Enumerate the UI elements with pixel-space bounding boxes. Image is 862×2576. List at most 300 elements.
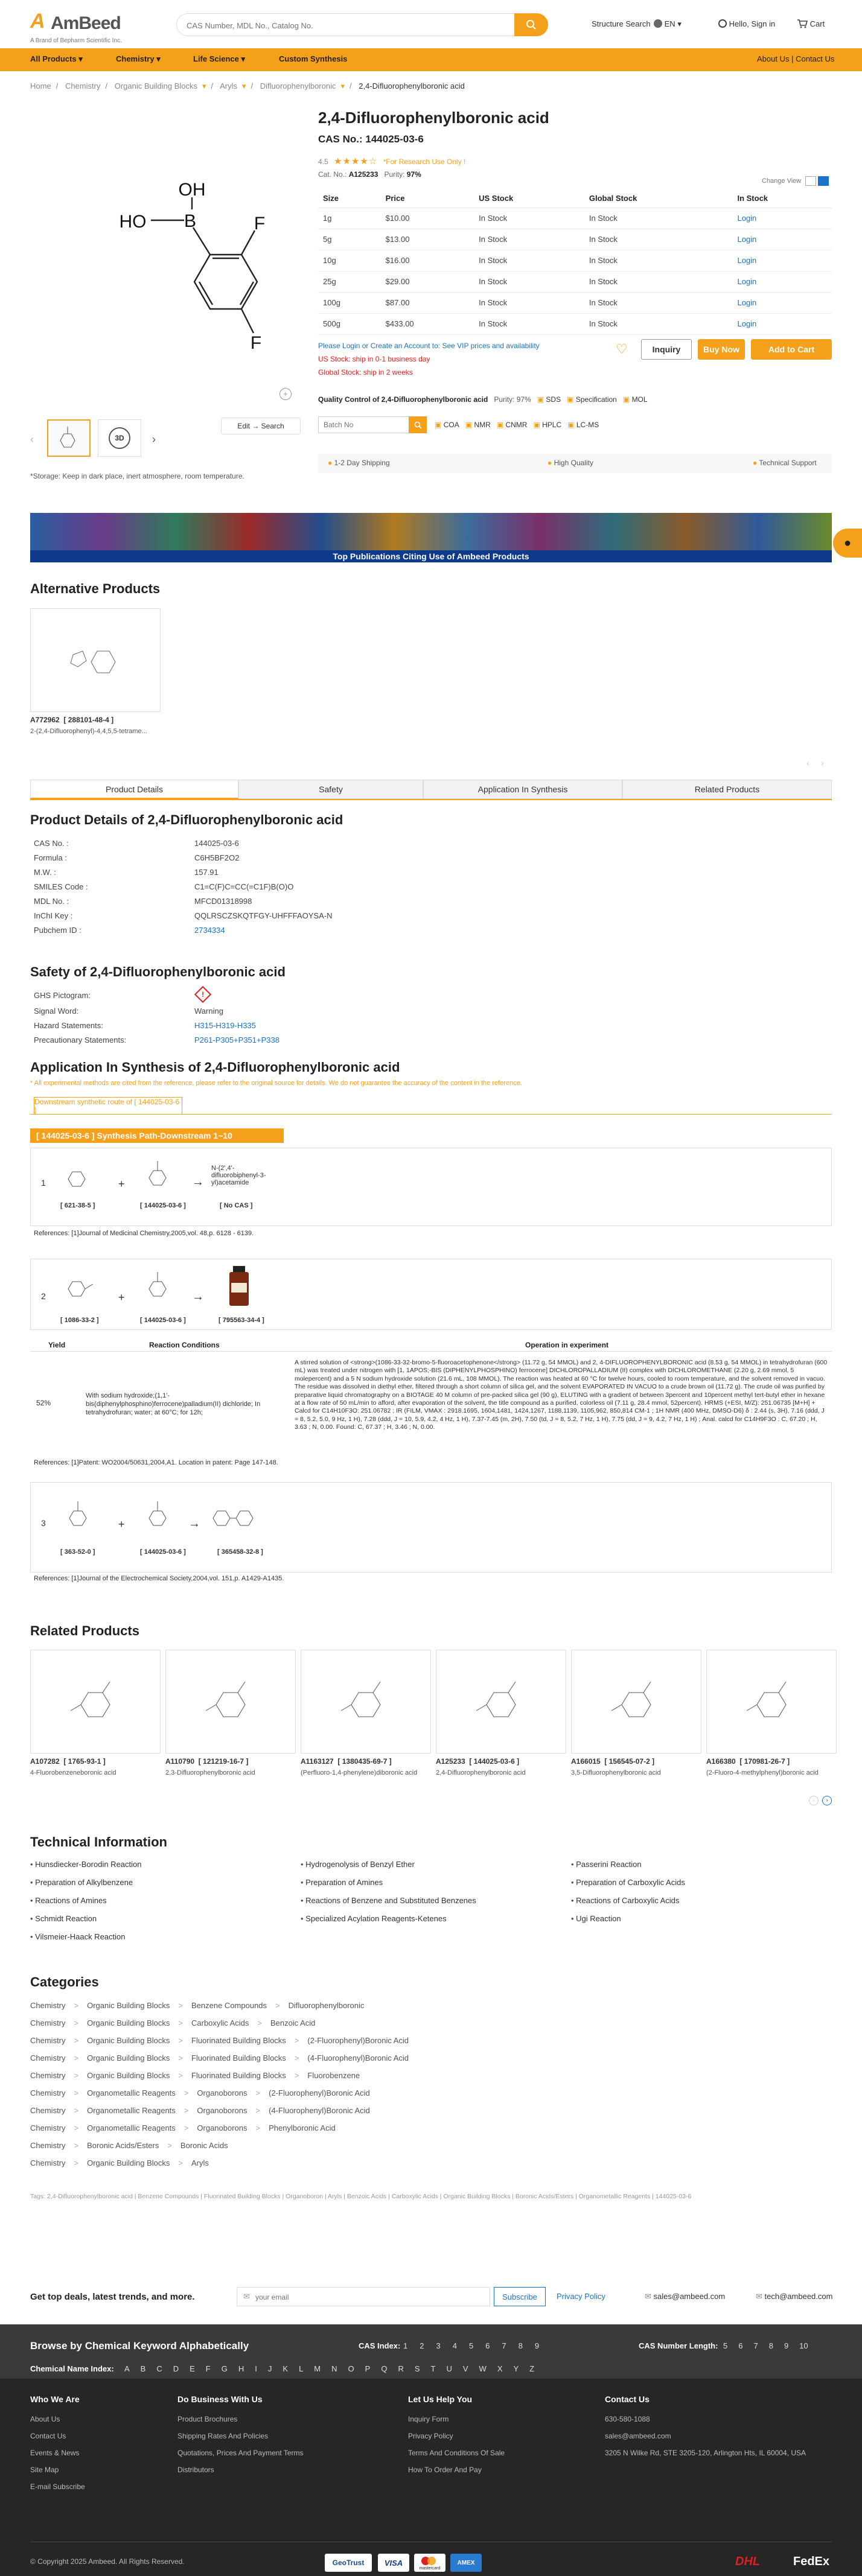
tech-info-link[interactable]: • Hydrogenolysis of Benzyl Ether (301, 1860, 415, 1869)
molecule-oh: OH (178, 180, 206, 200)
newsletter-field (237, 2287, 490, 2306)
chevron-right-icon: > (257, 2018, 262, 2027)
category-link[interactable]: Organoborons (197, 2106, 247, 2115)
thumb-next-arrow[interactable]: › (152, 433, 156, 445)
cas-length-link[interactable]: 5 (723, 2341, 728, 2350)
footer-column-title: Let Us Help You (408, 2394, 473, 2404)
reactant-image[interactable] (58, 1496, 100, 1533)
category-path (30, 2018, 324, 2027)
category-link[interactable]: Boronic Acids (180, 2141, 228, 2150)
footer-link[interactable]: Privacy Policy (408, 2432, 453, 2440)
geotrust-badge: GeoTrust (325, 2554, 372, 2572)
newsletter-title: Get top deals, latest trends, and more. (30, 2292, 195, 2302)
ghs-exclamation-icon: ! (194, 986, 211, 1003)
login-link[interactable]: Login (732, 208, 832, 229)
chat-icon[interactable]: ● (833, 529, 862, 558)
edit-search-button[interactable]: Edit → Search (221, 418, 301, 434)
footer-link[interactable]: 3205 N Wilke Rd, STE 3205-120, Arlington Hts, IL 60004, USA (605, 2449, 806, 2457)
category-link[interactable]: Chemistry (30, 2106, 66, 2115)
letter-link[interactable]: J (267, 2364, 272, 2373)
category-link[interactable]: Chemistry (30, 2001, 66, 2010)
zoom-icon[interactable]: + (279, 388, 292, 400)
chevron-right-icon: > (178, 2036, 183, 2045)
spec-link[interactable]: ▣ Specification (567, 395, 617, 404)
tech-info-link[interactable]: • Ugi Reaction (571, 1914, 621, 1923)
category-link[interactable]: Organic Building Blocks (87, 2158, 170, 2167)
dhl-logo: DHL (735, 2555, 761, 2568)
cas-length-link[interactable]: 9 (784, 2341, 789, 2350)
letter-link[interactable]: I (255, 2364, 257, 2373)
letter-index (124, 2364, 545, 2373)
cas-length-link[interactable]: 10 (799, 2341, 808, 2350)
letter-link[interactable]: S (414, 2364, 420, 2373)
chevron-right-icon: > (74, 2071, 79, 2080)
footer-link[interactable]: Terms And Conditions Of Sale (408, 2449, 505, 2457)
cas-index-link[interactable]: 6 (485, 2341, 490, 2350)
tech-info-link[interactable]: • Hunsdiecker-Borodin Reaction (30, 1860, 142, 1869)
buy-now-button[interactable]: Buy Now (698, 339, 745, 360)
chevron-right-icon: > (178, 2071, 183, 2080)
language-label: EN (664, 19, 675, 28)
category-path (30, 2071, 368, 2080)
breadcrumb-chemistry[interactable]: Chemistry (65, 81, 101, 91)
cas-index-link[interactable]: 4 (452, 2341, 457, 2350)
related-product-id[interactable]: A107282 [ 1765-93-1 ] (30, 1757, 106, 1766)
language-selector[interactable] (654, 19, 682, 29)
chevron-right-icon: > (74, 2123, 79, 2132)
category-link[interactable]: Difluorophenylboronic (288, 2001, 365, 2010)
reactant-cas[interactable]: [ 144025-03-6 ] (140, 1548, 186, 1556)
cart-icon (797, 19, 808, 28)
copyright: © Copyright 2025 Ambeed. All Rights Reserved. (30, 2557, 185, 2566)
category-link[interactable]: Chemistry (30, 2141, 66, 2150)
arrow-icon: → (188, 1517, 200, 1530)
category-link[interactable]: Aryls (191, 2158, 209, 2167)
pubchem-link[interactable]: 2734334 (194, 926, 225, 935)
letter-link[interactable]: B (140, 2364, 146, 2373)
category-link[interactable]: Chemistry (30, 2158, 66, 2167)
reactant-image[interactable] (59, 1270, 98, 1302)
list-view-icon[interactable] (818, 176, 829, 186)
reactant-image[interactable] (138, 1156, 180, 1192)
route-tab[interactable]: Downstream synthetic route of [ 144025-03-6 ] (34, 1097, 182, 1114)
amex-badge: AMEX (450, 2554, 482, 2572)
related-product-name: (Perfluoro-1,4-phenylene)diboronic acid (301, 1769, 418, 1776)
lcms-link[interactable]: ▣ LC-MS (567, 421, 599, 429)
login-link[interactable]: Login (732, 250, 832, 271)
search-box (176, 13, 548, 36)
footer-link[interactable]: Distributors (177, 2466, 214, 2474)
alt-prev-arrow[interactable]: ‹ (806, 758, 809, 768)
product-cas[interactable]: [ No CAS ] (220, 1202, 253, 1209)
structure-search-link[interactable]: Structure Search (592, 19, 651, 28)
storage-note: *Storage: Keep in dark place, inert atmosphere, room temperature. (30, 472, 244, 480)
nav-about-contact[interactable]: About Us | Contact Us (757, 54, 835, 63)
chevron-right-icon: > (74, 2001, 79, 2010)
category-link[interactable]: (4-Fluorophenyl)Boronic Acid (269, 2106, 370, 2115)
category-link[interactable]: Chemistry (30, 2071, 66, 2080)
cnmr-link[interactable]: ▣ CNMR (496, 421, 528, 429)
chevron-right-icon: > (74, 2036, 79, 2045)
detail-value: QQLRSCZSKQTFGY-UHFFFAOYSA-N (194, 911, 333, 920)
3d-icon: 3D (109, 427, 130, 449)
letter-link[interactable]: F (205, 2364, 211, 2373)
chevron-right-icon: > (74, 2141, 79, 2150)
safety-title: Safety of 2,4-Difluorophenylboronic acid (30, 964, 286, 979)
search-input[interactable] (187, 19, 488, 32)
mail-icon: ✉ (756, 2292, 762, 2301)
synthesis-title: Application In Synthesis of 2,4-Difluorophenylboronic acid (30, 1060, 400, 1075)
tab-application[interactable]: Application In Synthesis (423, 780, 622, 799)
plus-sign: + (118, 1518, 125, 1530)
search-button[interactable] (514, 13, 548, 36)
cas-index-link[interactable]: 8 (518, 2341, 523, 2350)
logo[interactable] (30, 7, 157, 45)
reactant-cas[interactable]: [ 621-38-5 ] (60, 1202, 95, 1209)
cas-index-link[interactable]: 3 (436, 2341, 441, 2350)
chevron-right-icon: > (184, 2088, 189, 2097)
tech-info-link[interactable]: • Reactions of Benzene and Substituted Benzenes (301, 1896, 476, 1905)
thumb-structure[interactable] (47, 419, 91, 457)
chevron-right-icon: > (74, 2018, 79, 2027)
tech-info-link[interactable]: • Schmidt Reaction (30, 1914, 97, 1923)
category-link[interactable]: (2-Fluorophenyl)Boronic Acid (307, 2036, 409, 2045)
login-note[interactable]: Please Login or Create an Account to: See VIP prices and availability (318, 342, 540, 350)
related-prev-arrow[interactable]: ‹ (809, 1796, 819, 1805)
nav-all-products[interactable]: All Products ▾ (30, 54, 83, 63)
chevron-right-icon: > (178, 2158, 183, 2167)
cas-index-label: CAS Index: (359, 2341, 401, 2350)
rating-value: 4.5 (318, 157, 328, 166)
category-link[interactable]: Chemistry (30, 2036, 66, 2045)
size-price-table (318, 189, 832, 335)
letter-link[interactable]: U (446, 2364, 452, 2373)
login-link[interactable]: Login (732, 313, 832, 334)
arrow-icon: → (192, 1175, 204, 1189)
category-link[interactable]: Organoborons (197, 2088, 247, 2097)
category-link[interactable]: Organic Building Blocks (87, 2001, 170, 2010)
product-image[interactable] (205, 1496, 266, 1533)
category-path (30, 2088, 378, 2097)
molecule-image (707, 1650, 836, 1753)
cas-index-link[interactable]: 2 (420, 2341, 424, 2350)
chevron-right-icon: > (178, 2001, 183, 2010)
detail-label: CAS No. : (34, 839, 69, 848)
inquiry-button[interactable]: Inquiry (641, 339, 692, 360)
tech-info-link[interactable]: • Preparation of Carboxylic Acids (571, 1878, 685, 1887)
footer-link[interactable]: Shipping Rates And Policies (177, 2432, 269, 2440)
alt-molecule-image (31, 609, 160, 711)
letter-link[interactable]: A (124, 2364, 130, 2373)
related-product-card[interactable] (30, 1650, 161, 1754)
cas-length-link[interactable]: 7 (753, 2341, 758, 2350)
reactant-image[interactable] (138, 1267, 180, 1303)
tech-info-link[interactable]: • Preparation of Amines (301, 1878, 383, 1887)
related-product-card[interactable] (571, 1650, 701, 1754)
batch-input[interactable] (324, 419, 402, 430)
footer-link[interactable]: Quotations, Prices And Payment Terms (177, 2449, 304, 2457)
reactant-cas[interactable]: [ 363-52-0 ] (60, 1548, 95, 1556)
chevron-right-icon: > (167, 2141, 172, 2150)
related-product-card[interactable] (706, 1650, 837, 1754)
letter-link[interactable]: W (479, 2364, 487, 2373)
category-link[interactable]: Organometallic Reagents (87, 2123, 176, 2132)
precaution-link[interactable]: P261-P305+P351+P338 (194, 1035, 279, 1045)
reactant-image[interactable] (138, 1496, 180, 1533)
footer-link[interactable]: sales@ambeed.com (605, 2432, 671, 2440)
letter-link[interactable]: O (348, 2364, 354, 2373)
chevron-right-icon: > (255, 2123, 261, 2132)
login-link[interactable]: Login (732, 292, 832, 313)
category-link[interactable]: Chemistry (30, 2123, 66, 2132)
newsletter-email-input[interactable] (255, 2291, 485, 2303)
footer-link[interactable]: About Us (30, 2415, 60, 2423)
synthesis-path-header: [ 144025-03-6 ] Synthesis Path-Downstream 1~10 (30, 1128, 284, 1143)
breadcrumb-home[interactable]: Home (30, 81, 51, 91)
related-product-card[interactable] (301, 1650, 431, 1754)
molecule-image (301, 1650, 430, 1753)
chevron-right-icon: > (178, 2053, 183, 2062)
letter-link[interactable]: T (430, 2364, 436, 2373)
reactant-cas[interactable]: [ 144025-03-6 ] (140, 1317, 186, 1324)
alt-next-arrow[interactable]: › (821, 758, 824, 768)
letter-link[interactable]: G (221, 2364, 228, 2373)
category-link[interactable]: Carboxylic Acids (191, 2018, 249, 2027)
reactant-cas[interactable]: [ 1086-33-2 ] (60, 1317, 99, 1324)
related-product-card[interactable] (165, 1650, 296, 1754)
footer-link[interactable]: How To Order And Pay (408, 2466, 482, 2474)
grid-view-icon[interactable] (805, 176, 816, 186)
truck-icon: ● (328, 459, 333, 467)
plus-sign: + (118, 1178, 125, 1190)
sign-in-link[interactable] (718, 19, 775, 28)
category-link[interactable]: Organic Building Blocks (87, 2071, 170, 2080)
sales-email[interactable]: ✉ sales@ambeed.com (645, 2292, 726, 2301)
letter-link[interactable]: P (365, 2364, 371, 2373)
mail-icon: ✉ (243, 2292, 250, 2301)
footer-link[interactable]: 630-580-1088 (605, 2415, 650, 2423)
breadcrumb-organic[interactable]: Organic Building Blocks (114, 81, 197, 91)
category-link[interactable]: Organic Building Blocks (87, 2036, 170, 2045)
footer-link[interactable]: Site Map (30, 2466, 59, 2474)
hazard-link[interactable]: H315-H319-H335 (194, 1021, 256, 1030)
tech-info-link[interactable]: • Specialized Acylation Reagents-Ketenes (301, 1914, 447, 1923)
publications-banner[interactable] (30, 513, 832, 562)
nav-custom-synthesis[interactable]: Custom Synthesis (279, 54, 348, 63)
letter-link[interactable]: X (497, 2364, 503, 2373)
table-row: 25g $29.00 In Stock In Stock Login (318, 271, 832, 292)
category-link[interactable]: Fluorobenzene (307, 2071, 360, 2080)
category-link[interactable]: Organometallic Reagents (87, 2106, 176, 2115)
subscribe-button[interactable]: Subscribe (494, 2287, 546, 2306)
letter-link[interactable]: M (314, 2364, 321, 2373)
cart-label: Cart (809, 19, 825, 28)
related-product-id[interactable]: A166380 [ 170981-26-7 ] (706, 1757, 790, 1766)
privacy-link[interactable]: Privacy Policy (557, 2292, 605, 2301)
nav-life-science[interactable]: Life Science ▾ (193, 54, 246, 63)
tech-info-link[interactable]: • Reactions of Carboxylic Acids (571, 1896, 680, 1905)
breadcrumb-difluoro[interactable]: Difluorophenylboronic (260, 81, 336, 91)
category-link[interactable]: Fluorinated Building Blocks (191, 2053, 286, 2062)
category-link[interactable]: Fluorinated Building Blocks (191, 2036, 286, 2045)
letter-link[interactable]: Q (381, 2364, 388, 2373)
tab-safety[interactable]: Safety (238, 780, 423, 799)
reactant-cas[interactable]: [ 144025-03-6 ] (140, 1202, 186, 1209)
category-path (30, 2036, 417, 2045)
category-link[interactable]: Phenylboronic Acid (269, 2123, 336, 2132)
product-bottle-image[interactable] (228, 1266, 250, 1306)
alt-product-id[interactable]: A772962 [ 288101-48-4 ] (30, 716, 114, 724)
category-link[interactable]: Chemistry (30, 2018, 66, 2027)
technical-title: Technical Information (30, 1834, 167, 1849)
related-product-name: (2-Fluoro-4-methylphenyl)boronic acid (706, 1769, 819, 1776)
molecule-image (166, 1650, 295, 1753)
footer-link[interactable]: E-mail Subscribe (30, 2482, 85, 2491)
tech-info-link[interactable]: • Preparation of Alkylbenzene (30, 1878, 133, 1887)
molecule-icon (58, 1496, 100, 1533)
footer-link[interactable]: Events & News (30, 2449, 80, 2457)
nmr-link[interactable]: ▣ NMR (465, 421, 491, 429)
category-link[interactable]: (2-Fluorophenyl)Boronic Acid (269, 2088, 370, 2097)
col-global-stock: Global Stock (584, 189, 733, 208)
related-product-card[interactable] (436, 1650, 566, 1754)
alternative-product-card[interactable] (30, 608, 161, 712)
categories-title: Categories (30, 1974, 99, 1989)
letter-link[interactable]: H (238, 2364, 244, 2373)
letter-link[interactable]: Y (513, 2364, 519, 2373)
hplc-link[interactable]: ▣ HPLC (533, 421, 562, 429)
related-product-id[interactable]: A1163127 [ 1380435-69-7 ] (301, 1757, 392, 1766)
tech-info-link[interactable]: • Passerini Reaction (571, 1860, 642, 1869)
cart-link[interactable] (797, 19, 825, 28)
category-link[interactable]: Organometallic Reagents (87, 2088, 176, 2097)
favorite-icon[interactable]: ♡ (616, 342, 628, 357)
product-structure-image[interactable] (30, 110, 302, 399)
category-path (30, 2123, 344, 2132)
category-link[interactable]: Organic Building Blocks (87, 2053, 170, 2062)
related-next-arrow[interactable]: › (822, 1796, 832, 1805)
nav-chemistry[interactable]: Chemistry ▾ (116, 54, 161, 63)
mol-link[interactable]: ▣ MOL (622, 395, 648, 404)
catalog-line: Cat. No.: A125233 Purity: 97% (318, 170, 421, 179)
batch-search-button[interactable] (409, 416, 427, 433)
reaction-number: 1 (41, 1178, 46, 1188)
category-path (30, 2106, 378, 2115)
us-stock-note: US Stock: ship in 0-1 business day (318, 355, 430, 363)
doc-icon: ▣ (622, 395, 630, 404)
letter-link[interactable]: K (283, 2364, 289, 2373)
cat-no: A125233 (348, 170, 378, 179)
category-link[interactable]: Chemistry (30, 2088, 66, 2097)
footer-column-title: Do Business With Us (177, 2394, 263, 2404)
add-to-cart-button[interactable]: Add to Cart (751, 339, 832, 360)
category-path (30, 2158, 217, 2167)
detail-value: 144025-03-6 (194, 839, 239, 848)
category-link[interactable]: Benzene Compounds (191, 2001, 267, 2010)
globe-icon (654, 19, 662, 28)
sds-link[interactable]: ▣ SDS (537, 395, 561, 404)
category-link[interactable]: Fluorinated Building Blocks (191, 2071, 286, 2080)
letter-link[interactable]: C (156, 2364, 162, 2373)
category-link[interactable]: (4-Fluorophenyl)Boronic Acid (307, 2053, 409, 2062)
letter-link[interactable]: N (331, 2364, 337, 2373)
letter-link[interactable]: Z (529, 2364, 535, 2373)
alternative-title: Alternative Products (30, 581, 161, 596)
login-link[interactable]: Login (732, 229, 832, 250)
breadcrumb-aryls[interactable]: Aryls (220, 81, 237, 91)
breadcrumb: Home / Chemistry / Organic Building Blocks ▾ / Aryls ▾ / Difluorophenylboronic ▾ / 2,4-Difluorophenylboronic acid (30, 81, 465, 91)
related-product-id[interactable]: A110790 [ 121219-16-7 ] (165, 1757, 249, 1766)
molecule-image (31, 1650, 160, 1753)
footer-link[interactable]: Contact Us (30, 2432, 66, 2440)
cas-length-link[interactable]: 6 (738, 2341, 743, 2350)
category-link[interactable]: Benzoic Acid (270, 2018, 316, 2027)
related-product-id[interactable]: A166015 [ 156545-07-2 ] (571, 1757, 655, 1766)
category-link[interactable]: Boronic Acids/Esters (87, 2141, 159, 2150)
chevron-right-icon: > (294, 2036, 299, 2045)
molecule-image (436, 1650, 566, 1753)
detail-value: C1=C(F)C=CC(=C1F)B(O)O (194, 882, 294, 891)
table-row: 10g $16.00 In Stock In Stock Login (318, 250, 832, 271)
reaction-number: 3 (41, 1518, 46, 1528)
related-product-name: 2,4-Difluorophenylboronic acid (436, 1769, 526, 1776)
molecule-ho: HO (119, 212, 147, 232)
table-row: 5g $13.00 In Stock In Stock Login (318, 229, 832, 250)
conditions-header: Yield Reaction Conditions Operation in experiment (30, 1338, 832, 1352)
letter-link[interactable]: D (173, 2364, 179, 2373)
cas-length-link[interactable]: 8 (768, 2341, 773, 2350)
thumb-prev-arrow[interactable]: ‹ (30, 433, 34, 445)
footer-link[interactable]: Inquiry Form (408, 2415, 449, 2423)
cas-index-link[interactable]: 1 (403, 2341, 408, 2350)
coa-link[interactable]: ▣ COA (435, 421, 459, 429)
related-product-id[interactable]: A125233 [ 144025-03-6 ] (436, 1757, 520, 1766)
table-row: 500g $433.00 In Stock In Stock Login (318, 313, 832, 334)
chemical-name-label: Chemical Name Index: (30, 2364, 114, 2373)
safety-label: Precautionary Statements: (34, 1035, 127, 1045)
tech-info-link[interactable]: • Reactions of Amines (30, 1896, 107, 1905)
cas-index-link[interactable]: 7 (502, 2341, 506, 2350)
product-cas[interactable]: [ 365458-32-8 ] (217, 1548, 263, 1556)
tab-related-products[interactable]: Related Products (622, 780, 832, 799)
category-link[interactable]: Chemistry (30, 2053, 66, 2062)
category-link[interactable]: Organoborons (197, 2123, 247, 2132)
letter-link[interactable]: L (299, 2364, 304, 2373)
footer-link[interactable]: Product Brochures (177, 2415, 238, 2423)
letter-link[interactable]: R (398, 2364, 404, 2373)
tech-email[interactable]: ✉ tech@ambeed.com (756, 2292, 833, 2301)
reactant-image[interactable] (59, 1160, 95, 1190)
letter-link[interactable]: V (462, 2364, 468, 2373)
login-link[interactable]: Login (732, 271, 832, 292)
thumb-3d[interactable] (98, 419, 141, 457)
detail-label: SMILES Code : (34, 882, 88, 891)
tab-product-details[interactable]: Product Details (30, 780, 238, 799)
cas-index-link[interactable]: 9 (534, 2341, 540, 2350)
product-name: N-(2',4'-difluorobiphenyl-3-yl)acetamide (211, 1165, 266, 1186)
product-cas[interactable]: [ 795563-34-4 ] (219, 1317, 264, 1324)
tech-info-link[interactable]: • Vilsmeier-Haack Reaction (30, 1932, 126, 1941)
cas-index-link[interactable]: 5 (468, 2341, 474, 2350)
category-link[interactable]: Organic Building Blocks (87, 2018, 170, 2027)
related-title: Related Products (30, 1623, 139, 1638)
tags-line: Tags: 2,4-Difluorophenylboronic acid | Benzene Compounds | Fluorinated Building Blocks | Organoboron | Aryls | Benzoic Acids | Carboxylic Acids | Organic Building Blocks | Boronic Acids/Esters | Organometallic Reagents | 144025-03-6 (30, 2193, 692, 2200)
letter-link[interactable]: E (190, 2364, 195, 2373)
global-stock-note: Global Stock: ship in 2 weeks (318, 368, 413, 377)
col-us-stock: US Stock (474, 189, 584, 208)
chevron-right-icon: > (178, 2018, 183, 2027)
batch-box (318, 416, 427, 433)
